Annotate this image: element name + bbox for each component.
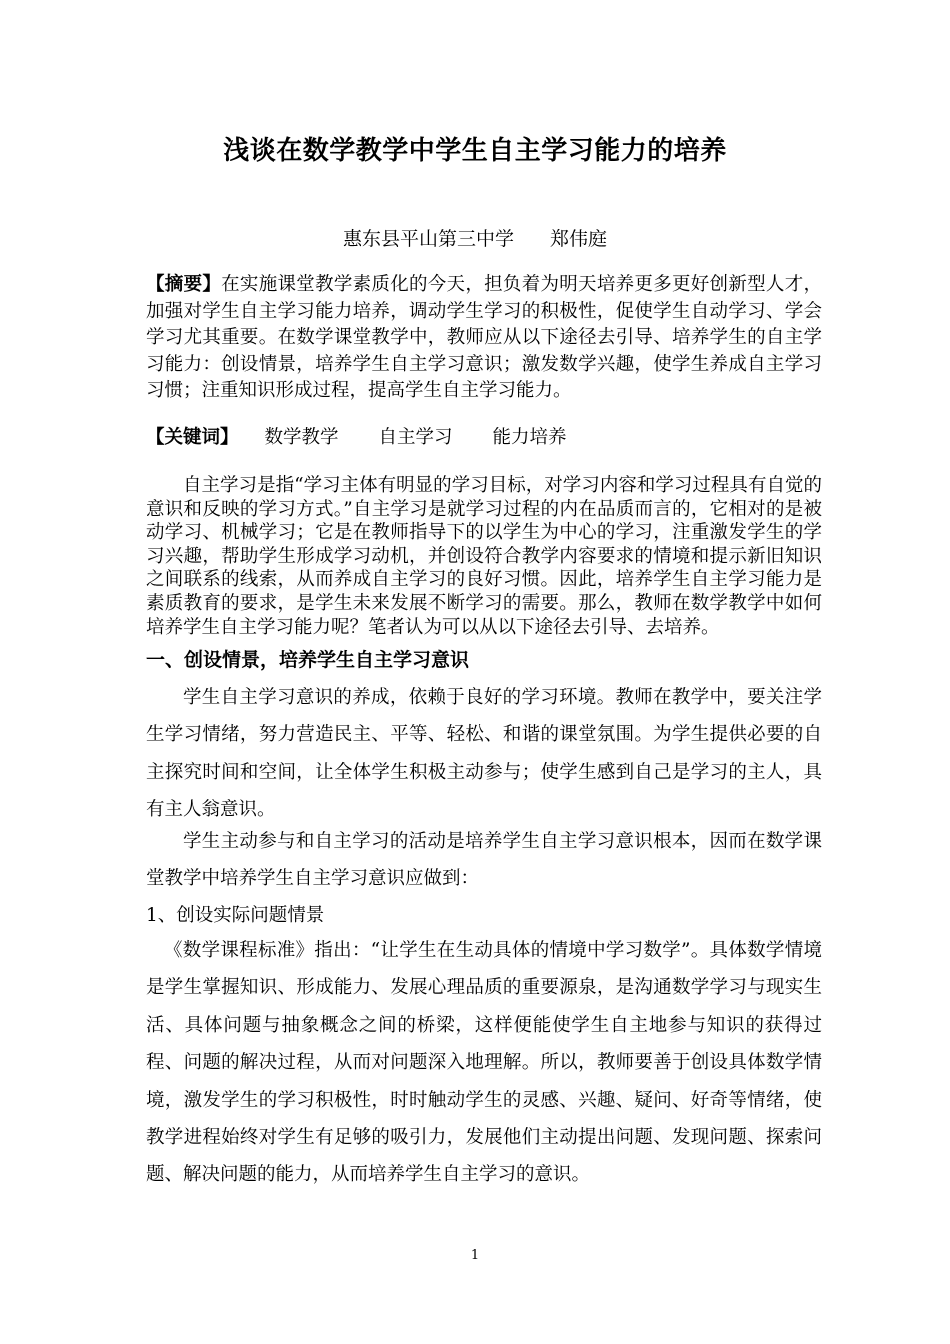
- abstract: [146, 272, 822, 405]
- body-paragraph: [146, 932, 822, 1194]
- keyword-item: 数学教学: [264, 427, 339, 448]
- abstract-label: 【摘要】: [146, 274, 222, 295]
- keywords-label: 【关键词】: [146, 427, 239, 448]
- paragraph-text: 学生主动参与和自主学习的活动是培养学生自主学习意识根本，因而在数学课堂教学中培养学生自主学习意识应做到：: [146, 831, 822, 890]
- body-paragraph: [146, 823, 822, 898]
- author-name: 郑伟庭: [550, 228, 608, 250]
- subsection-heading: 1、创设实际问题情景: [146, 905, 325, 926]
- paragraph-text: 《数学课程标准》指出：“让学生在生动具体的情境中学习数学”。具体数学情境是学生掌握知识、形成能力、发展心理品质的重要源泉，是沟通数学学习与现实生活、具体问题与抽象概念之间的桥梁，这样便能使学生自主地参与知识的获得过程、问题的解决过程，从而对问题深入地理解。所以，教师要善于创设具体数学情境，激发学生的学习积极性，时时触动学生的灵感、兴趣、疑问、好奇等情绪，使教学进程始终对学生有足够的吸引力，发展他们主动提出问题、发现问题、探索问题、解决问题的能力，从而培养学生自主学习的意识。: [146, 940, 822, 1186]
- keywords: [146, 424, 822, 452]
- section-heading: 一、创设情景，培养学生自主学习意识: [146, 649, 470, 671]
- page-number: 1: [470, 1248, 480, 1263]
- abstract-text: 在实施课堂教学素质化的今天，担负着为明天培养更多更好创新型人才，加强对学生自主学习能力培养，调动学生学习的积极性，促使学生自动学习、学会学习尤其重要。在数学课堂教学中，教师应从以下途径去引导、培养学生的自主学习能力：创设情景，培养学生自主学习意识；激发数学兴趣，使学生养成自主学习习惯；注重知识形成过程，提高学生自主学习能力。: [146, 274, 822, 402]
- keyword-item: 自主学习: [378, 427, 453, 448]
- author-line: [0, 224, 950, 251]
- intro-paragraph: 自主学习是指“学习主体有明显的学习目标，对学习内容和学习过程具有自觉的意识和反映的学习方式。”自主学习是就学习过程的内在品质而言的，它相对的是被动学习、机械学习；它是在教师指导下的以学生为中心的学习，注重激发学生的学习兴趣，帮助学生形成学习动机，并创设符合教学内容要求的情境和提示新旧知识之间联系的线索，从而养成自主学习的良好习惯。因此，培养学生自主学习能力是素质教育的要求，是学生未来发展不断学习的需要。那么，教师在数学教学中如何培养学生自主学习能力呢？笔者认为可以从以下途径去引导、去培养。: [146, 475, 822, 638]
- keyword-item: 能力培养: [492, 427, 567, 448]
- paper-title: 浅谈在数学教学中学生自主学习能力的培养: [223, 136, 727, 166]
- author-school: 惠东县平山第三中学: [342, 228, 514, 250]
- paragraph-text: 学生自主学习意识的养成，依赖于良好的学习环境。教师在教学中，要关注学生学习情绪，努力营造民主、平等、轻松、和谐的课堂氛围。为学生提供必要的自主探究时间和空间，让全体学生积极主动参与；使学生感到自己是学习的主人，具有主人翁意识。: [146, 687, 822, 821]
- body-paragraph: [146, 679, 822, 829]
